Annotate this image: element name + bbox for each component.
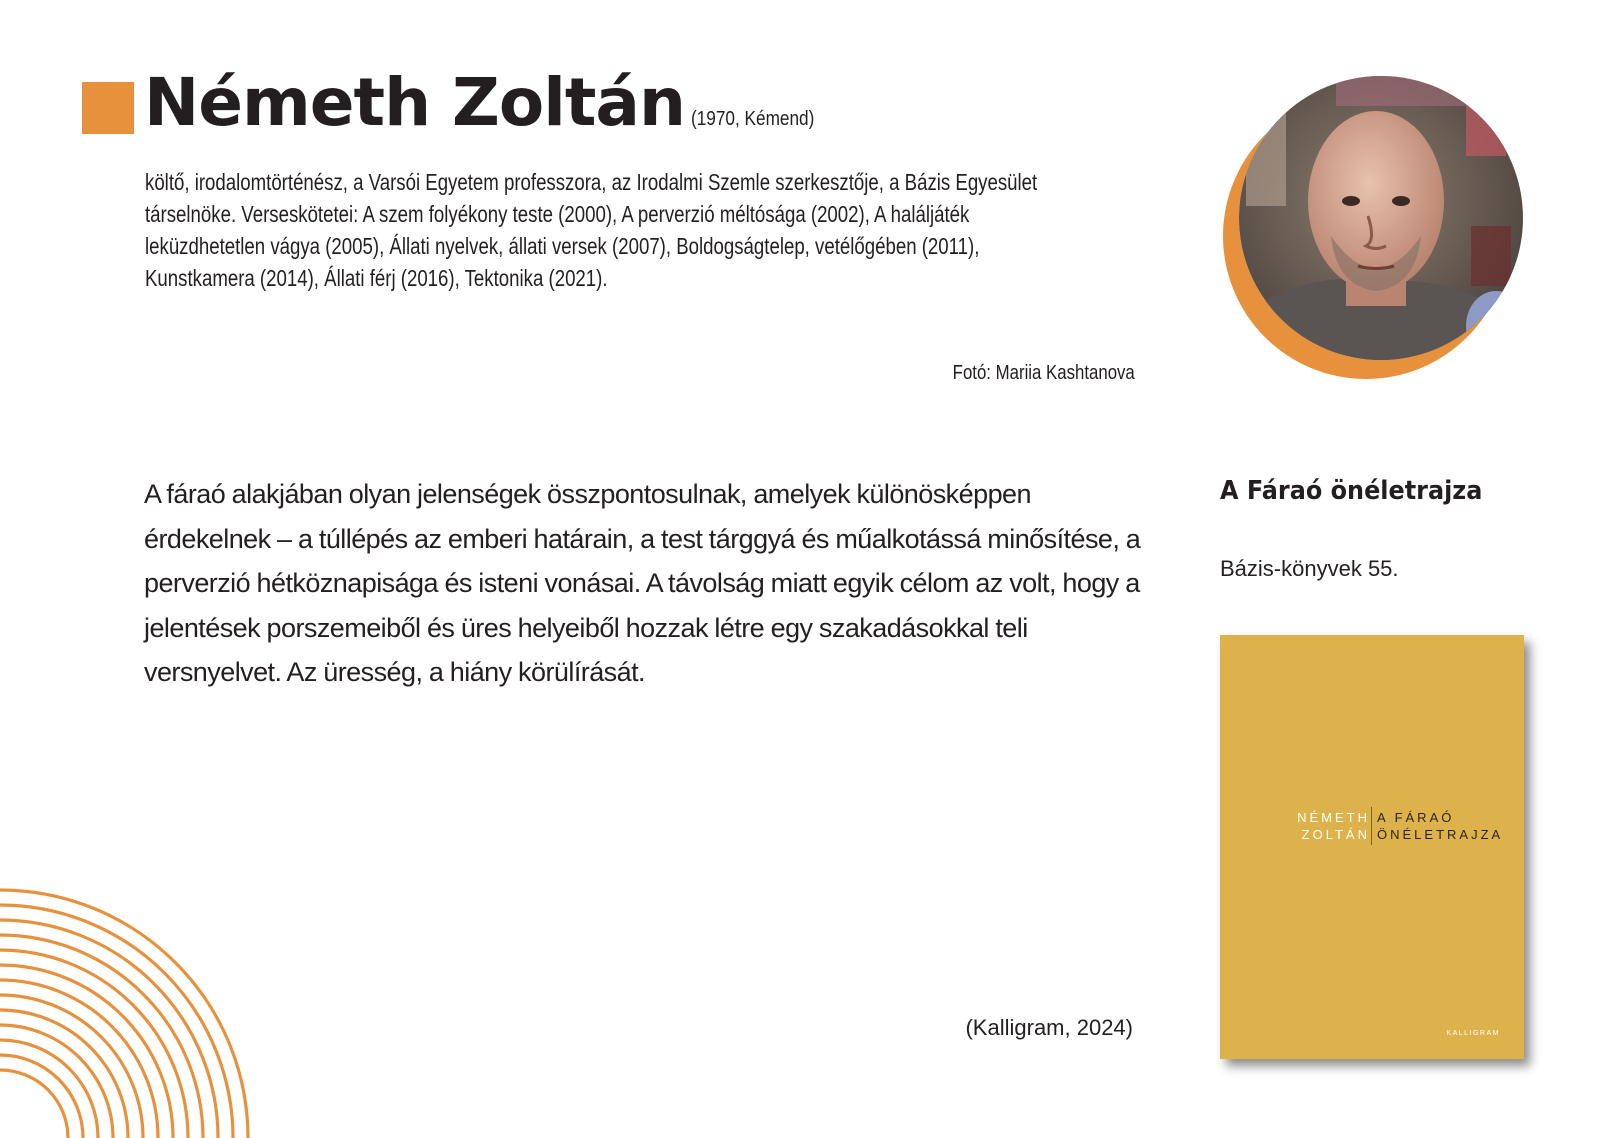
cover-author-line: NÉMETH (1297, 810, 1370, 825)
author-bio: költő, irodalomtörténész, a Varsói Egyetem professzora, az Irodalmi Szemle szerkesztője, a Bázis Egyesület társelnöke. Verseskötetei: A szem folyékony teste (2000), A perverzió méltósága (2002), A haláljáték leküzdhetetlen vágya (2005), Állati nyelvek, állati versek (2007), Boldogságtelep, vetélőgében (2011), Kunstkamera (2014), Állati férj (2016), Tektonika (2021). (145, 169, 1038, 291)
accent-square (82, 82, 134, 134)
author-name: Németh Zoltán (144, 64, 685, 141)
publisher-line: (Kalligram, 2024) (965, 1015, 1133, 1040)
cover-publisher: KALLIGRAM (1446, 1030, 1500, 1037)
book-series: Bázis-könyvek 55. (1220, 556, 1399, 581)
decorative-arcs (0, 880, 260, 1138)
cover-author (1297, 809, 1370, 843)
page-title (144, 64, 834, 141)
cover-author-line: ZOLTÁN (1301, 827, 1370, 842)
photo-credit: Fotó: Mariia Kashtanova (952, 362, 1135, 384)
book-cover (1220, 635, 1524, 1059)
author-dates: (1970, Kémend) (690, 108, 815, 130)
cover-title-line: A FÁRAÓ (1377, 810, 1455, 825)
book-title: A Fáraó önéletrajza (1220, 476, 1483, 506)
author-portrait (1216, 76, 1526, 381)
cover-title-line: ÖNÉLETRAJZA (1377, 827, 1504, 842)
cover-divider (1371, 807, 1372, 845)
cover-title (1377, 809, 1503, 843)
portrait-image (1216, 76, 1526, 381)
lead-paragraph: A fáraó alakjában olyan jelenségek összpontosulnak, amelyek különösképpen érdekelnek – a túllépés az emberi határain, a test tárggyá és műalkotássá minősítése, a perverzió hétköznapisága és isteni vonásai. A távolság miatt egyik célom az volt, hogy a jelentések porszemeiből és üres helyeiből hozzak létre egy szakadásokkal teli versnyelvet. Az üresség, a hiány körülírását. (144, 479, 1141, 687)
